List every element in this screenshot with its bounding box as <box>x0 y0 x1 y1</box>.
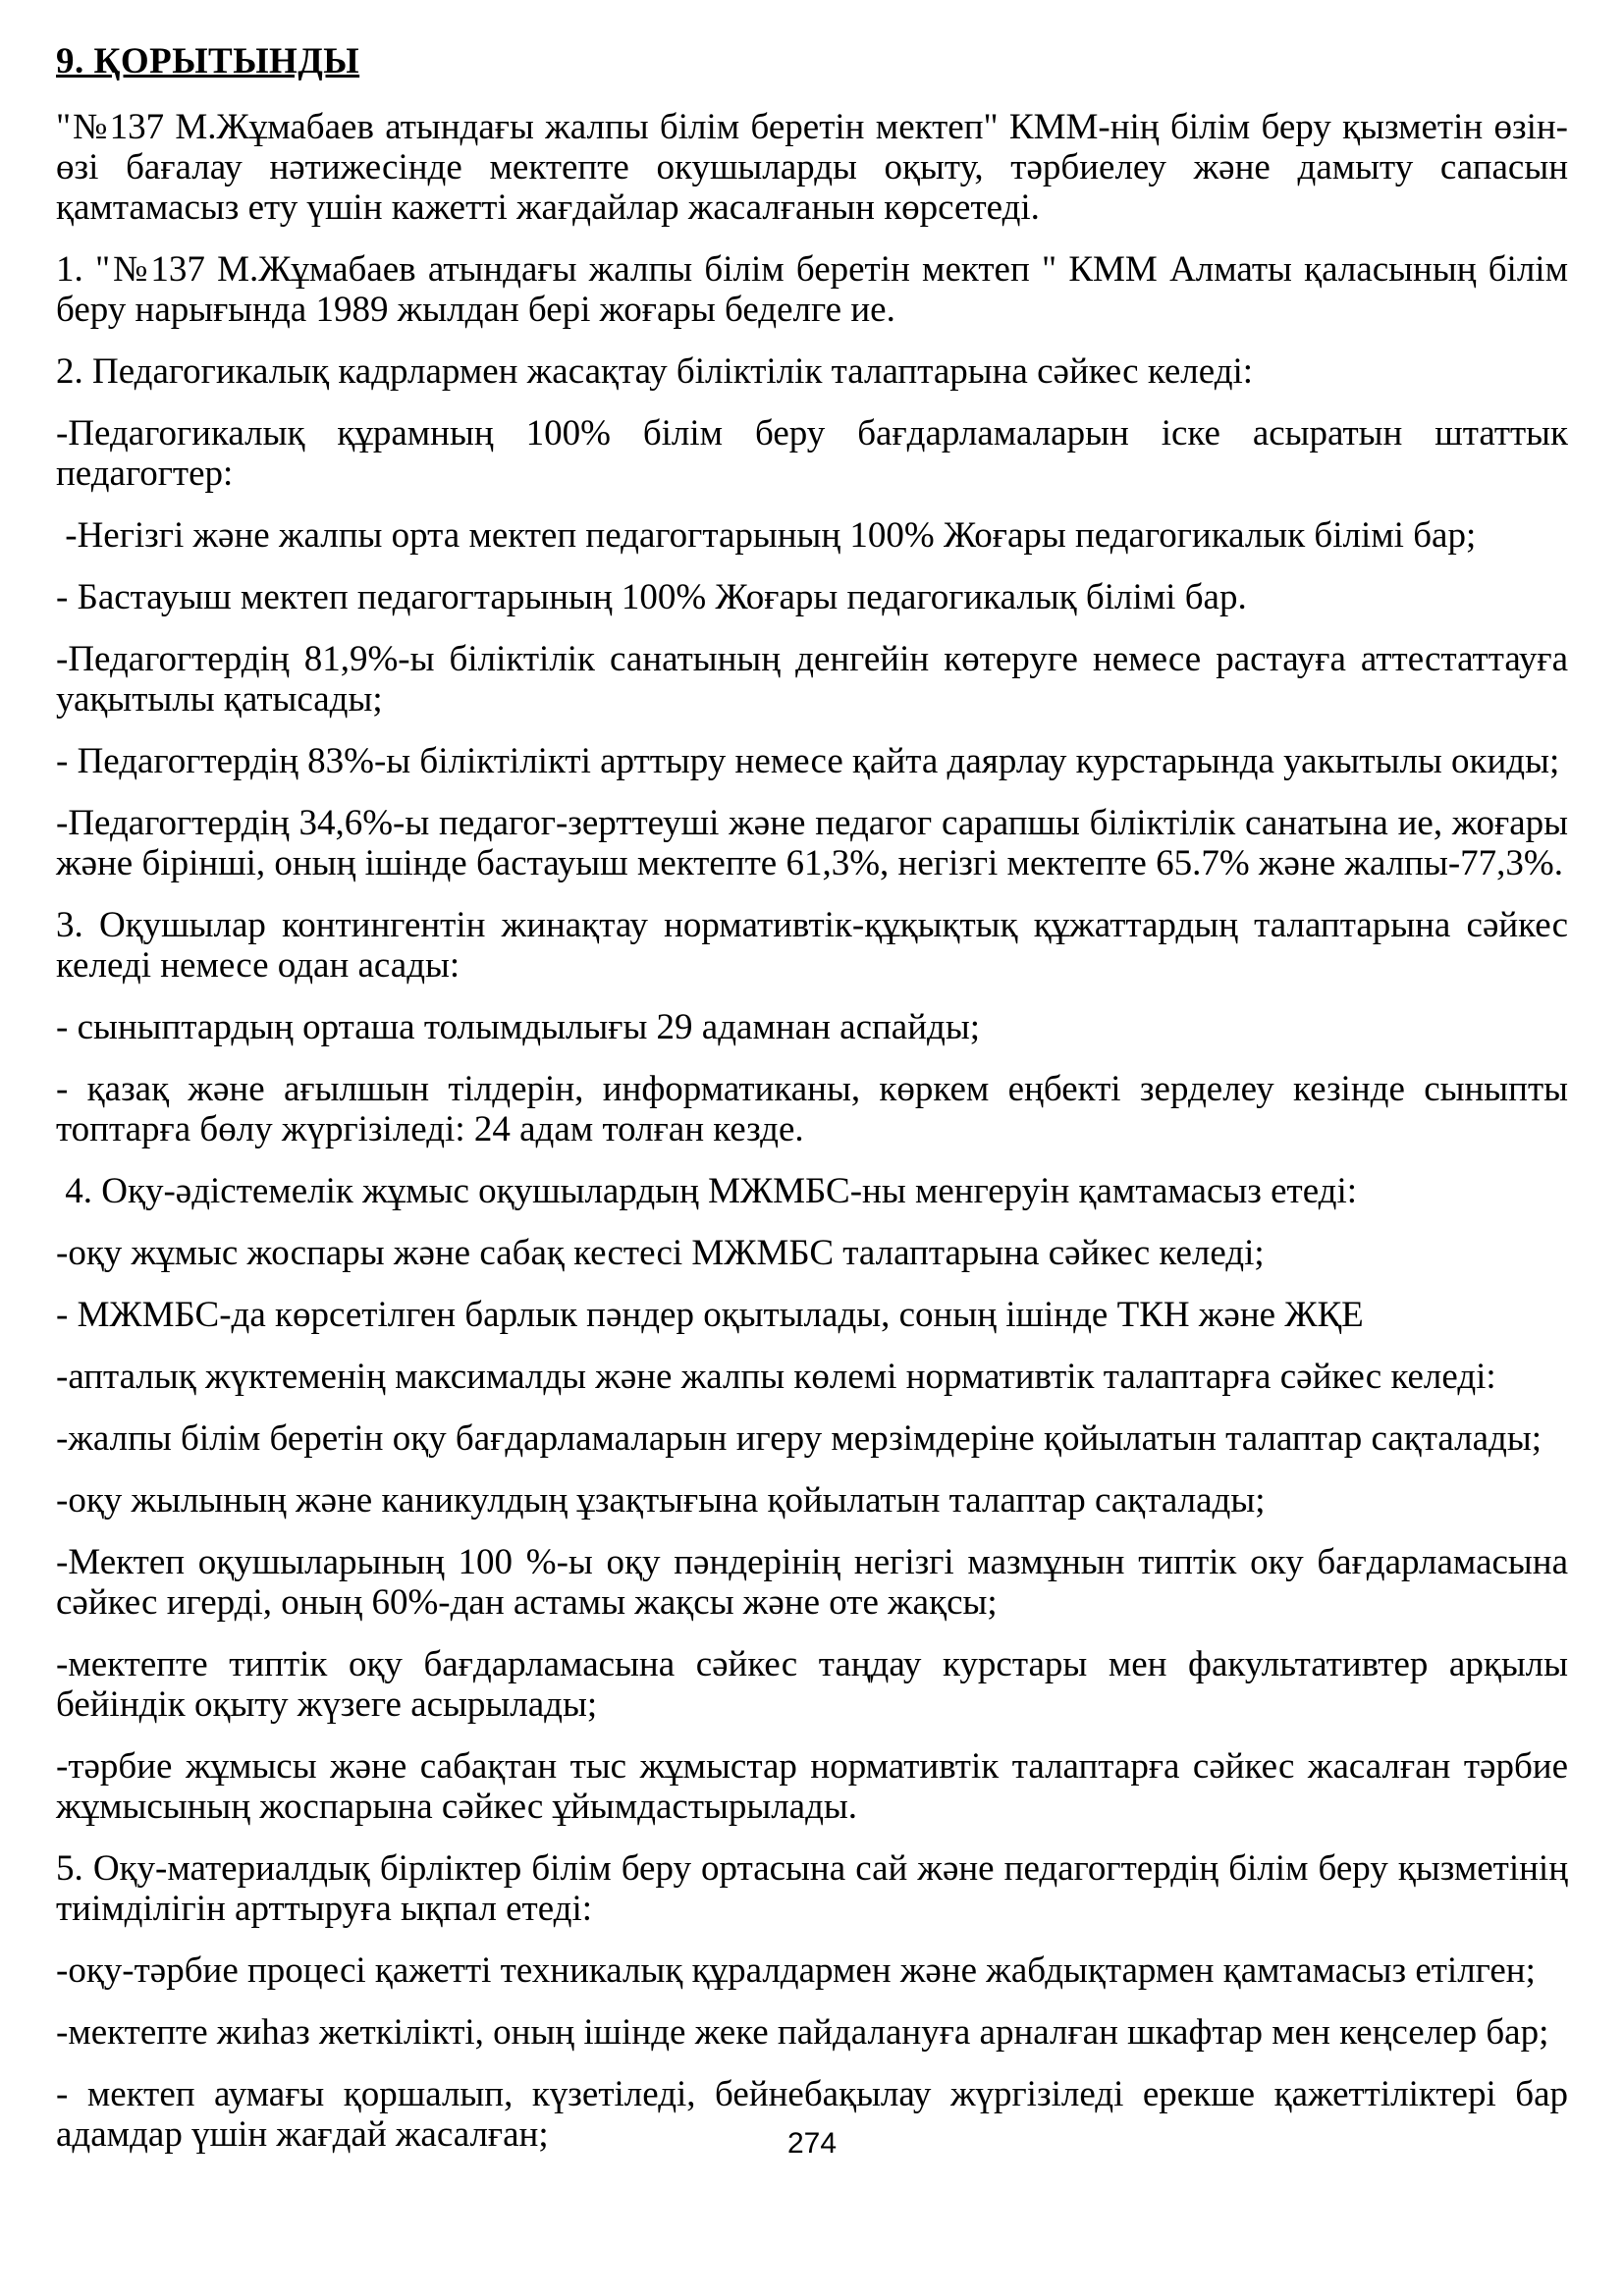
paragraph: -мектепте жиһаз жеткілікті, оның ішінде жеке пайдалануға арналған шкафтар мен кеңселер бар; <box>56 2012 1549 2053</box>
paragraph: 1. "№137 М.Жұмабаев атындағы жалпы білім беретін мектеп " КММ Алматы қаласының білім беру нарығында 1989 жылдан бері жоғары беделге ие. <box>56 249 1568 330</box>
paragraph: 2. Педагогикалық кадрлармен жасақтау біліктілік талаптарына сәйкес келеді: <box>56 351 1254 392</box>
paragraph: -оқу жылының және каникулдың ұзақтығына қойылатын талаптар сақталады; <box>56 1480 1266 1521</box>
paragraph: -Педагогтердің 81,9%-ы біліктілік санатының денгейін көтеруге немесе растауға аттестаттауға уақытылы қатысады; <box>56 639 1568 720</box>
paragraph: -Негізгі және жалпы орта мектеп педагогтарының 100% Жоғары педагогикалык білімі бар; <box>56 515 1477 556</box>
document-body <box>56 107 1568 2155</box>
paragraph: - сыныптардың орташа толымдылығы 29 адамнан аспайды; <box>56 1007 980 1047</box>
paragraph: -Педагогикалық құрамның 100% білім беру бағдарламаларын іске асыратын штаттык педагогтер: <box>56 413 1568 494</box>
paragraph: "№137 М.Жұмабаев атындағы жалпы білім беретін мектеп" КММ-нің білім беру қызметін өзін-өзі бағалау нәтижесінде мектепте окушыларды оқыту, тәрбиелеу және дамыту сапасын қамтамасыз ету үшін кажетті жағдайлар жасалғанын көрсетеді. <box>56 107 1568 228</box>
paragraph: -тәрбие жұмысы және сабақтан тыс жұмыстар нормативтік талаптарға сәйкес жасалған тәрбие жұмысының жоспарына сәйкес ұйымдастырылады. <box>56 1746 1568 1827</box>
paragraph: - МЖМБС-да көрсетілген барлык пәндер оқытылады, соның ішінде ТКН және ЖҚЕ <box>56 1295 1364 1335</box>
paragraph: -Педагогтердің 34,6%-ы педагог-зерттеуші және педагог сарапшы біліктілік санатына ие, жоғары және бірінші, оның ішінде бастауыш мектепте 61,3%, негізгі мектепте 65.7% және жалпы-77,3%. <box>56 803 1568 883</box>
paragraph: -апталық жүктеменің максималды және жалпы көлемі нормативтік талаптарға сәйкес келеді: <box>56 1357 1496 1397</box>
paragraph: -жалпы білім беретін оқу бағдарламаларын игеру мерзімдеріне қойылатын талаптар сақталады; <box>56 1418 1542 1459</box>
paragraph: - мектеп аумағы қоршалып, күзетіледі, бейнебақылау жүргізіледі ерекше қажеттіліктері бар адамдар үшін жағдай жасалған; <box>56 2074 1568 2155</box>
paragraph: - қазақ және ағылшын тілдерін, информатиканы, көркем еңбекті зерделеу кезінде сыныпты топтарға бөлу жүргізіледі: 24 адам толған кезде. <box>56 1069 1568 1149</box>
paragraph: -оқу жұмыс жоспары және сабақ кестесі МЖМБС талаптарына сәйкес келеді; <box>56 1233 1265 1273</box>
paragraph: -мектепте типтік оқу бағдарламасына сәйкес таңдау курстары мен факультативтер арқылы бейіндік оқыту жүзеге асырылады; <box>56 1644 1568 1725</box>
paragraph: -оқу-тәрбие процесі қажетті техникалық құралдармен және жабдықтармен қамтамасыз етілген; <box>56 1950 1536 1991</box>
paragraph: - Педагогтердің 83%-ы біліктілікті арттыру немесе қайта даярлау курстарында уакытылы окиды; <box>56 741 1560 781</box>
paragraph: - Бастауыш мектеп педагогтарының 100% Жоғары педагогикалық білімі бар. <box>56 577 1247 617</box>
paragraph: 4. Оқу-әдістемелік жұмыс оқушылардың МЖМБС-ны менгеруін қамтамасыз етеді: <box>56 1171 1358 1211</box>
paragraph: 3. Оқушылар контингентін жинақтау нормативтік-құқықтық құжаттардың талаптарына сәйкес келеді немесе одан асады: <box>56 905 1568 986</box>
page-number: 274 <box>786 2127 838 2160</box>
paragraph: 5. Оқу-материалдық бірліктер білім беру ортасына сай және педагогтердің білім беру қызметінің тиімділігін арттыруға ықпал етеді: <box>56 1848 1568 1929</box>
paragraph: -Мектеп оқушыларының 100 %-ы оқу пәндерінің негізгі мазмұнын типтік оку бағдарламасына сәйкес игерді, оның 60%-дан астамы жақсы және оте жақсы; <box>56 1542 1568 1623</box>
section-title: 9. ҚОРЫТЫНДЫ <box>56 41 360 81</box>
